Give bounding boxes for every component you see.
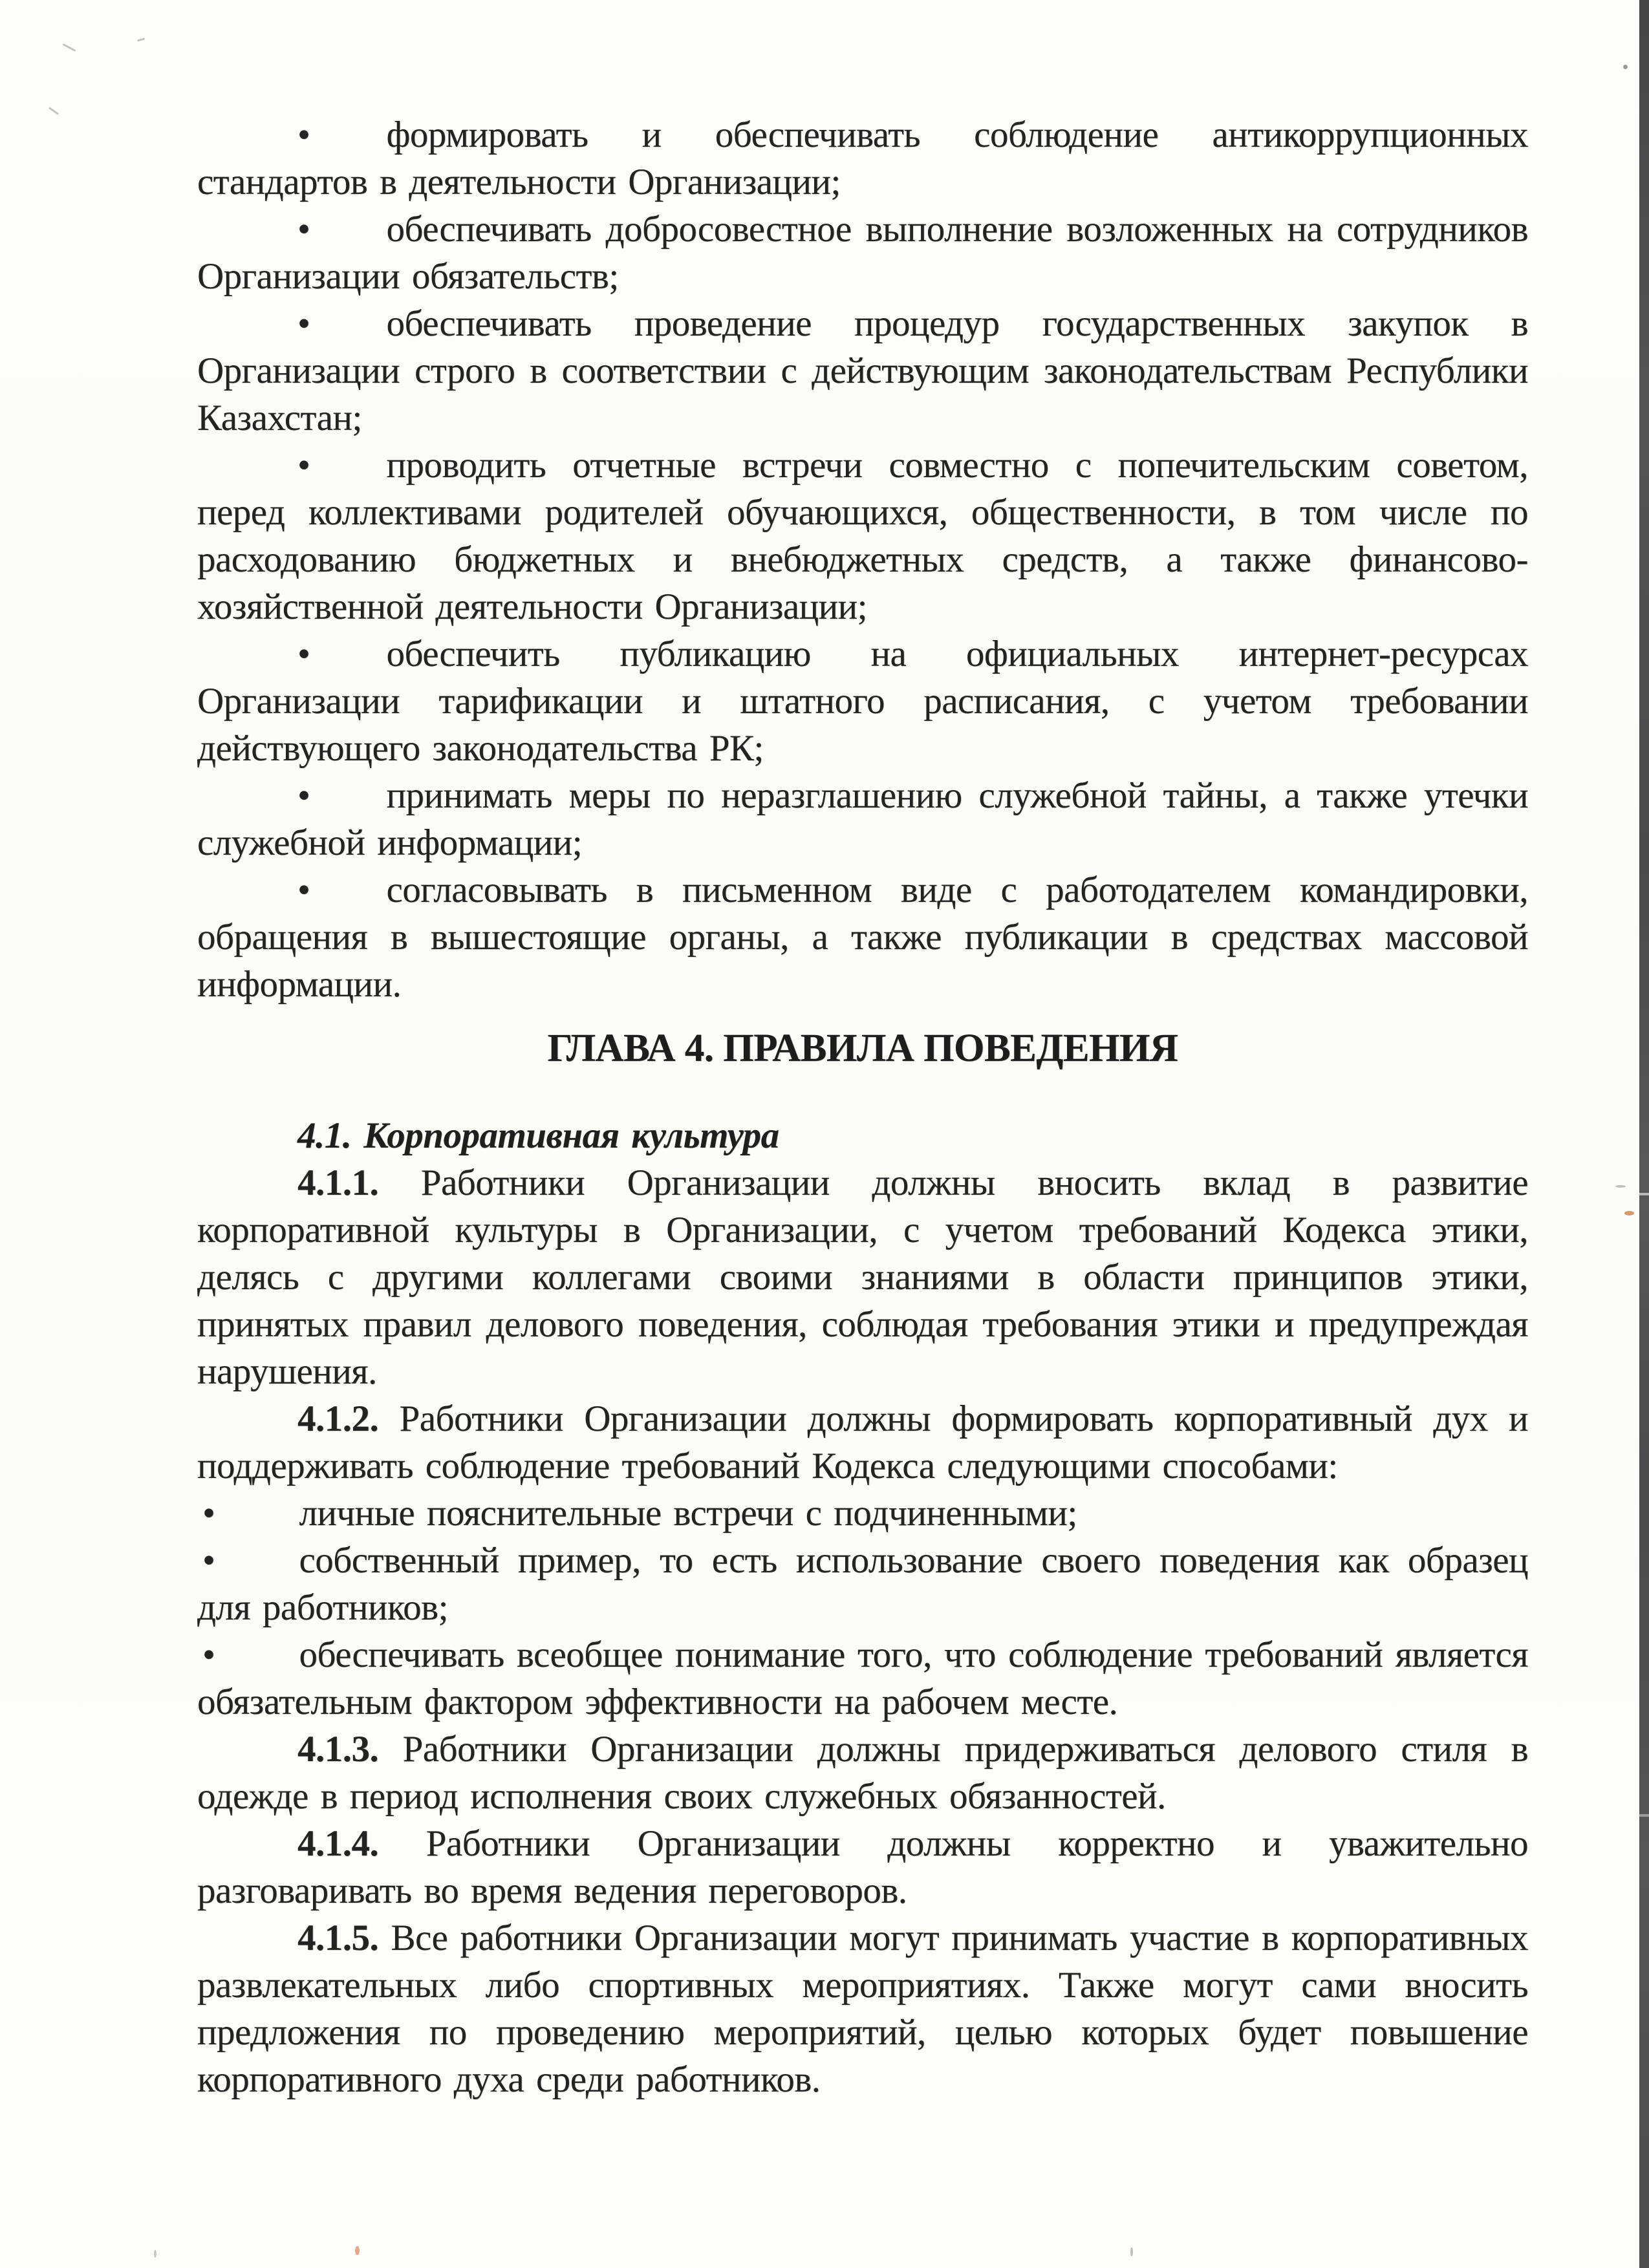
scan-artifact	[1624, 1211, 1634, 1215]
scan-artifact	[137, 37, 145, 41]
clause-paragraph	[197, 1159, 1528, 1395]
scan-edge-band	[1639, 0, 1649, 2268]
bullet-icon: •	[297, 634, 310, 674]
scan-edge-tick	[1639, 1814, 1649, 1817]
page-content	[197, 111, 1528, 2103]
clause-number: 4.1.2.	[297, 1398, 379, 1439]
duty-list-item	[197, 442, 1528, 630]
clause-number: 4.1.5.	[297, 1918, 379, 1958]
scan-artifact	[154, 2250, 156, 2258]
clause-number: 4.1.1.	[297, 1162, 379, 1203]
bullet-icon: •	[202, 1634, 215, 1675]
duty-list-item	[197, 772, 1528, 866]
section-heading: 4.1. Корпоративная культура	[297, 1115, 779, 1156]
clause-paragraph	[197, 1914, 1528, 2103]
method-list-item	[197, 1537, 1528, 1631]
scan-artifact	[63, 43, 76, 52]
duty-list-item	[197, 206, 1528, 300]
bullet-icon: •	[202, 1540, 215, 1581]
duty-text: обеспечить публикацию на официальных интернет-ресурсах Организации тарификации и штатного расписания, с учетом требовании действующего законодательства РК;	[197, 634, 1528, 769]
scan-artifact	[1615, 1185, 1626, 1188]
bullet-icon: •	[297, 445, 310, 486]
duty-list-item	[197, 866, 1528, 1008]
bullet-icon: •	[297, 209, 310, 250]
clause-paragraph	[197, 1726, 1528, 1820]
method-text: собственный пример, то есть использование своего поведения как образец для работников;	[197, 1540, 1528, 1628]
duty-list-item	[197, 111, 1528, 206]
method-text: личные пояснительные встречи с подчиненными;	[299, 1493, 1077, 1534]
bullet-icon: •	[297, 114, 310, 155]
duty-list-item	[197, 300, 1528, 442]
clause-text: Работники Организации должны корректно и уважительно разговаривать во время ведения переговоров.	[197, 1823, 1529, 1911]
duty-text: формировать и обеспечивать соблюдение антикоррупционных стандартов в деятельности Организации;	[197, 114, 1528, 202]
clause-text: Работники Организации должны формировать корпоративный дух и поддерживать соблюдение требований Кодекса следующими способами:	[197, 1398, 1529, 1486]
clause-number: 4.1.3.	[297, 1729, 379, 1770]
bullet-icon: •	[202, 1493, 215, 1534]
clause-text: Работники Организации должны вносить вклад в развитие корпоративной культуры в Организации, с учетом требований Кодекса этики, делясь с другими коллегами своими знаниями в области принципов этики, принятых правил делового поведения, соблюдая требования этики и предупреждая нарушения.	[197, 1162, 1528, 1392]
duty-text: обеспечивать проведение процедур государственных закупок в Организации строго в соответствии с действующим законодательствам Республики Казахстан;	[197, 303, 1528, 438]
duty-list-item	[197, 630, 1528, 772]
clause-paragraph	[197, 1395, 1528, 1490]
scan-edge-tick	[1639, 1193, 1649, 1195]
bullet-icon: •	[297, 870, 310, 910]
scan-artifact	[1623, 65, 1628, 69]
method-list-item	[197, 1631, 1528, 1726]
method-list-item	[197, 1490, 1528, 1537]
duty-text: обеспечивать добросовестное выполнение возложенных на сотрудников Организации обязательств;	[197, 209, 1528, 297]
duty-text: согласовывать в письменном виде с работодателем командировки, обращения в вышестоящие органы, а также публикации в средствах массовой информации.	[197, 870, 1528, 1005]
bullet-icon: •	[297, 775, 310, 816]
clause-text: Работники Организации должны придерживаться делового стиля в одежде в период исполнения своих служебных обязанностей.	[197, 1729, 1529, 1817]
clause-text: Все работники Организации могут принимать участие в корпоративных развлекательных либо спортивных мероприятиях. Также могут сами вносить предложения по проведению мероприятий, целью которых будет повышение корпоративного духа среди работников.	[197, 1918, 1529, 2100]
clause-paragraph	[197, 1820, 1528, 1914]
bullet-icon: •	[297, 303, 310, 344]
clause-number: 4.1.4.	[297, 1823, 379, 1864]
chapter-heading: ГЛАВА 4. ПРАВИЛА ПОВЕДЕНИЯ	[547, 1027, 1178, 1070]
duty-text: принимать меры по неразглашению служебной тайны, а также утечки служебной информации;	[197, 775, 1528, 863]
scan-artifact	[355, 2246, 360, 2255]
method-text: обеспечивать всеобщее понимание того, что соблюдение требований является обязательным фактором эффективности на рабочем месте.	[197, 1634, 1528, 1722]
duty-text: проводить отчетные встречи совместно с попечительским советом, перед коллективами родителей обучающихся, общественности, в том числе по расходованию бюджетных и внебюджетных средств, а также финансово-хозяйственной деятельности Организации;	[197, 445, 1528, 627]
scan-artifact	[1130, 2247, 1133, 2256]
scan-artifact	[48, 107, 59, 115]
